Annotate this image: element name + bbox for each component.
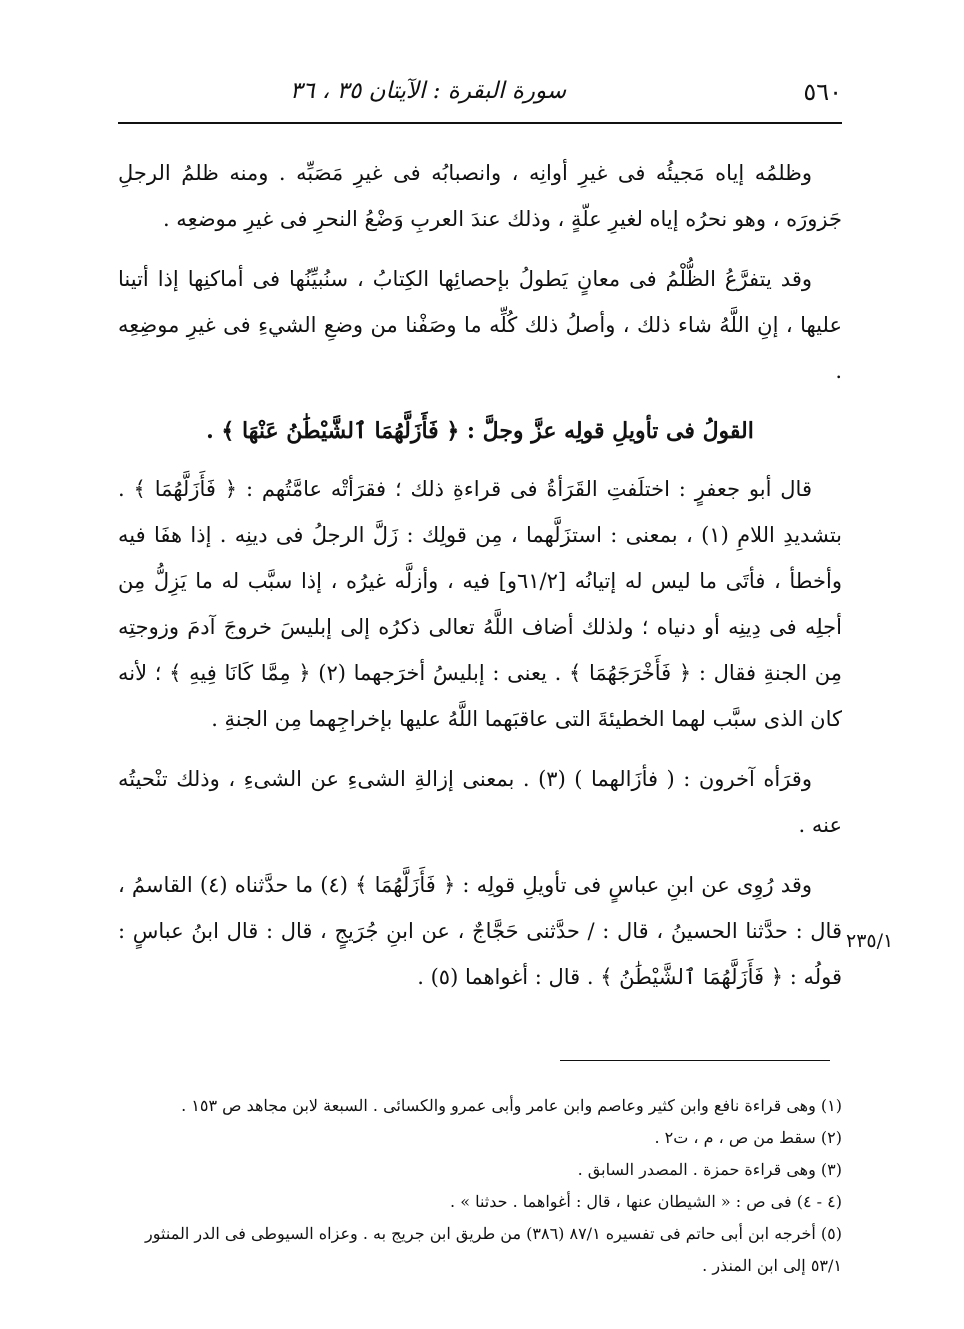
footnote: (٥) أخرجه ابن أبى حاتم فى تفسيره ٨٧/١ (٣٨٦) من طريق ابن جريج به . وعزاه السيوطى فى الدر المنثور [145,1224,842,1243]
main-text [118,150,842,1014]
footnote: (٢) سقط من ص ، م ، ت٢ . [654,1128,842,1147]
margin-reference: ٢٣٥/١ [846,930,894,952]
footnote-rule [560,1060,830,1061]
footnote: (٤ - ٤) فى ص : « الشيطان عنها ، قال : أغواهما . حدثنا » . [450,1192,842,1211]
footnotes [118,1090,842,1282]
paragraph-1 [118,150,842,242]
paragraph-3 [118,466,842,742]
running-title: سورة البقرة : الآيتان ٣٥ ، ٣٦ [289,78,567,104]
page-header [118,72,842,112]
paragraph-text: قال أبو جعفرٍ : اختلَفتِ القَرَأةُ فى قراءةِ ذلك ؛ فقرَأتْه عامَّتُهم : ﴿ فَأَزَلَّهُمَا ﴾ . بتشديدِ اللامِ (١) ، بمعنى : استزَلَّهما ، مِن قولِك : زَلَّ الرجلُ فى دينِه . إذا هفَا فيه وأخطأ ، فأتَى ما ليس له إتيانُه [٦١/٢و] فيه ، وأزلَّه غيرُه ، إذا سبَّب له ما يَزِلُّ مِن أجلِه فى دِينِه أو دنياه ؛ ولذلك أضاف اللَّهُ تعالى ذكرُه إلى إبليسَ خروجَ آدمَ وزوجتِه مِن الجنةِ فقال : ﴿ فَأَخْرَجَهُمَا ﴾ . يعنى : إبليسُ أخرَجهما (٢) ﴿ مِمَّا كَانَا فِيهِ ﴾ ؛ لأنه كان الذى سبَّب لهما الخطيئةَ التى عاقبَهما اللَّهُ عليها بإخراجِهما مِن الجنةِ . [118,477,842,731]
header-rule [118,122,842,124]
footnote: (٣) وهى قراءة حمزة . المصدر السابق . [577,1160,842,1179]
section-heading: القولُ فى تأويلِ قولِه عزَّ وجلَّ : ﴿ فَأَزَلَّهُمَا ٱلشَّيْطَٰنُ عَنْهَا ﴾ . [206,418,754,444]
paragraph-text: وقد يتفرَّعُ الظُّلْمُ فى معانٍ يَطولُ بإحصائِها الكِتابُ ، سنُبيِّنُها فى أماكنِها إذا أتينا عليها ، إنِ اللَّهُ شاء ذلك ، وأصلُ ذلك كُلِّه ما وصَفْنا من وضعِ الشيءِ فى غيرِ موضِعِه . [118,267,842,383]
paragraph-text: وقد رُوِى عن ابنِ عباسٍ فى تأويلِ قولِه : ﴿ فَأَزَلَّهُمَا ﴾ (٤) ما حدَّثناه (٤) القاسمُ ، قال : حدَّثنا الحسينُ ، قال : / حدَّثنى حَجَّاجٌ ، عن ابنِ جُرَيجٍ ، قال : قال ابنُ عباسٍ : قولُه : ﴿ فَأَزَلَّهُمَا ٱلشَّيْطَٰنُ ﴾ . قال : أغواهما (٥) . [118,873,842,989]
footnote: (١) وهى قراءة نافع وابن كثير وعاصم وابن عامر وأبى عمرو والكسائى . السبعة لابن مجاهد ص ١٥٣ . [181,1096,842,1115]
paragraph-text: وقرَأه آخرون : ( فأزَالهما ) (٣) . بمعنى إزالةِ الشىءِ عن الشىءِ ، وذلك تنْحيتُه عنه . [118,767,842,837]
paragraph-text: وظلمُه إياه مَجيئُه فى غيرِ أوانِه ، وانصبابُه فى غيرِ مَصَبِّه . ومنه ظلمُ الرجلِ جَزورَه ، وهو نحرُه إياه لغيرِ علّةٍ ، وذلك عندَ العربِ وَضْعُ النحرِ فى غيرِ موضعِه . [118,161,842,231]
footnote: ٥٣/١ إلى ابن المنذر . [702,1256,842,1275]
paragraph-5 [118,862,842,1000]
paragraph-2 [118,256,842,394]
page-number: ٥٦٠ [803,78,842,106]
paragraph-4 [118,756,842,848]
